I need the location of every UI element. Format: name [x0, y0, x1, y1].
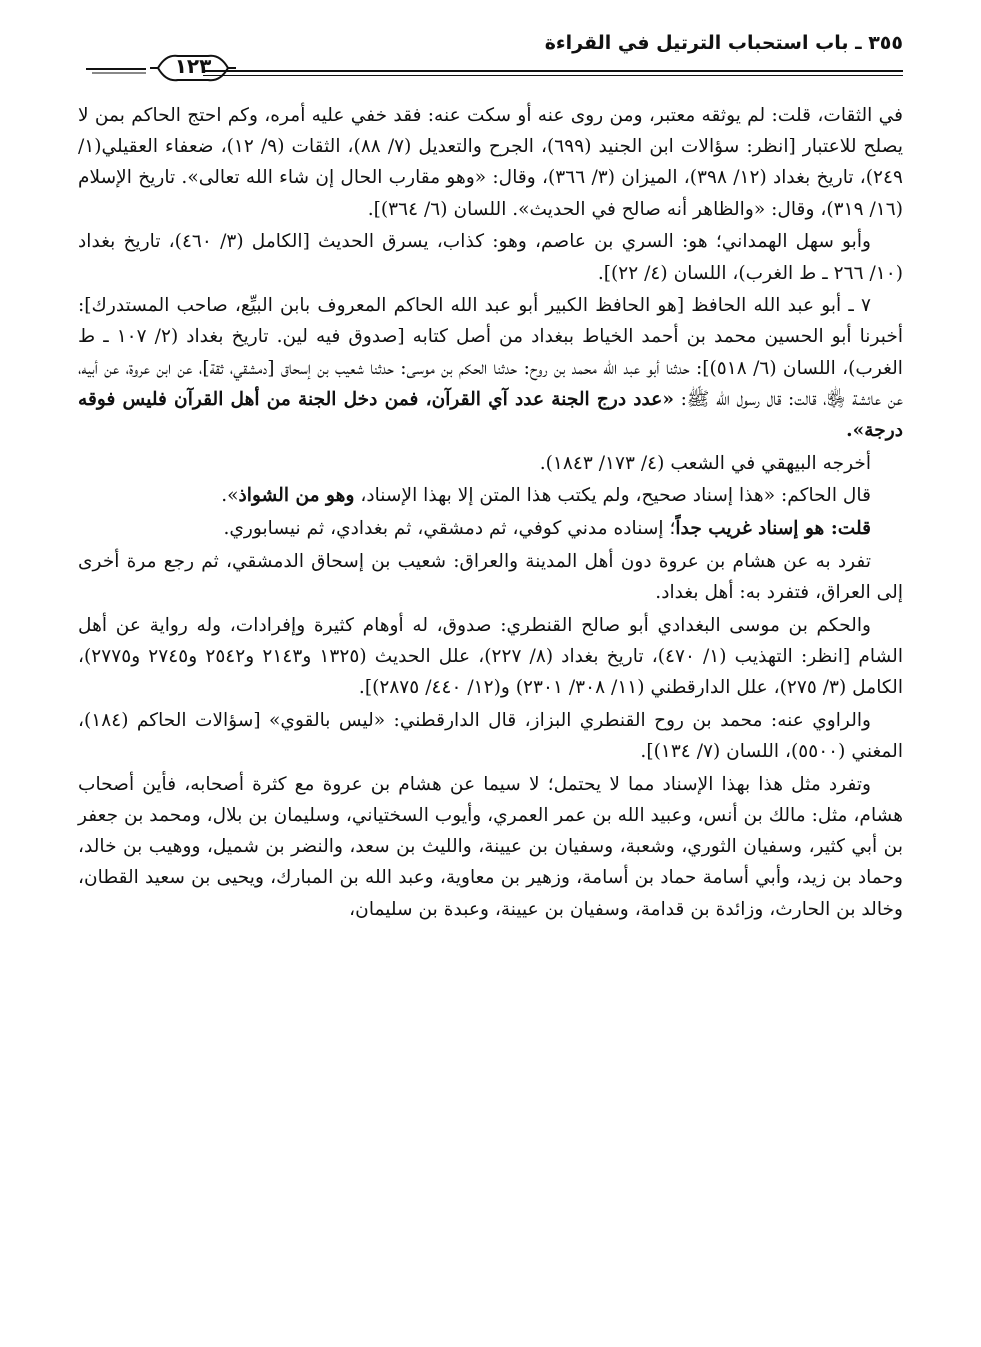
hakim-quote-bold: وهو من الشواذ: [238, 485, 355, 507]
paragraph-2: وأبو سهل الهمداني؛ هو: السري بن عاصم، وهو: كذاب، يسرق الحديث [الكامل (٣/ ٤٦٠)، تاريخ بغداد (١٠/ ٢٦٦ ـ ط الغرب)، اللسان (٤/ ٢٢)].: [78, 231, 903, 284]
paragraph-7: تفرد به عن هشام بن عروة دون أهل المدينة والعراق: شعيب بن إسحاق الدمشقي، ثم رجع مرة أخرى إلى العراق، فتفرد به: أهل بغداد.: [78, 550, 903, 604]
paragraph-6: [78, 513, 903, 544]
paragraph-4: أخرجه البيهقي في الشعب (٤/ ١٧٣/ ١٨٤٣).: [539, 452, 871, 474]
hakim-quote: قال الحاكم: «هذا إسناد صحيح، ولم يكتب هذا المتن إلا بهذا الإسناد،: [354, 485, 871, 507]
paragraph-5: [78, 480, 903, 511]
hakim-quote-end: ».: [221, 485, 239, 507]
page-number: ١٢٣: [174, 54, 212, 78]
paragraph-9: والراوي عنه: محمد بن روح القنطري البزاز، قال الدارقطني: «ليس بالقوي» [سؤالات الحاكم (١٨٤)، المغني (٥٥٠٠)، اللسان (٧/ ١٣٤)].: [78, 709, 903, 763]
author-verdict-rest: ؛ إسناده مدني كوفي، ثم دمشقي، ثم بغدادي، ثم نيسابوري.: [223, 518, 676, 540]
running-title: ٣٥٥ ـ باب استحباب الترتيل في القراءة: [544, 32, 903, 54]
paragraph-1: في الثقات، قلت: لم يوثقه معتبر، ومن روى عنه أو سكت عنه: فقد خفي عليه أمره، وكم احتج الحاكم بمن لا يصلح للاعتبار [انظر: سؤالات ابن الجنيد (٦٩٩)، الجرح والتعديل (٧/ ٨٨)، الثقات (٩/ ١٢)، ضعفاء العقيلي(١/ ٢٤٩)، تاريخ بغداد (١٢/ ٣٩٨)، الميزان (٣/ ٣٦٦)، وقال: «وهو مقارب الحال إن شاء الله تعالى». تاريخ الإسلام (١٦/ ٣١٩)، وقال: «والظاهر أنه صالح في الحديث». اللسان (٦/ ٣٦٤)].: [78, 105, 903, 220]
isnad-text: ٧ ـ أبو عبد الله الحافظ [هو الحافظ الكبير أبو عبد الله الحاكم المعروف بابن البيِّع، صاحب المستدرك]: أخبرنا أبو الحسين محمد بن أحمد الخياط ببغداد من أصل كتابه [صدوق فيه لين. تاريخ بغداد (٢/ ١٠٧ ـ ط الغرب)، اللسان (٦/ ٥١٨)]: حدثنا أبو عبد الله محمد بن روح: حدثنا الحكم بن موسى: حدثنا شعيب بن إسحاق [دمشقي، ثقة]، عن ابن عروة، عن أبيه، عن عائشة ﵂، قالت: قال رسول الله ﷺ:: [78, 295, 903, 410]
page-number-frame: [148, 50, 238, 86]
hadith-text: «عدد درج الجنة عدد آي القرآن، فمن دخل الجنة من أهل القرآن فليس فوقه درجة».: [78, 388, 903, 442]
rule-end-ornament-icon: [86, 66, 146, 76]
page-header: [78, 28, 903, 84]
page-body: [78, 100, 903, 926]
paragraph-10: وتفرد مثل هذا بهذا الإسناد مما لا يحتمل؛ لا سيما عن هشام بن عروة مع كثرة أصحابه، فأين أصحاب هشام، مثل: مالك بن أنس، وعبيد الله بن عمر العمري، وأيوب السختياني، وسليمان بن بلال، ومحمد بن جعفر بن أبي كثير، وسفيان الثوري، وشعبة، وسفيان بن عيينة، والليث بن سعد، والنضر بن شميل، ووهيب بن خالد، وحماد بن زيد، وأبي أسامة حماد بن أسامة، وزهير بن معاوية، وعبد الله بن المبارك، ويحيى بن سعيد القطان، وخالد بن الحارث، وزائدة بن قدامة، وسفيان بن عيينة، وعبدة بن سليمان،: [78, 773, 903, 920]
header-rule: [203, 70, 903, 76]
paragraph-8: والحكم بن موسى البغدادي أبو صالح القنطري: صدوق، له أوهام كثيرة وإفرادات، وله رواية عن أهل الشام [انظر: التهذيب (١/ ٤٧٠)، تاريخ بغداد (٨/ ٢٢٧)، علل الحديث (١٣٢٥ و٢١٤٣ و٢٥٤٢ و٢٧٤٥ و٢٧٧٥)، الكامل (٣/ ٢٧٥)، علل الدارقطني (١١/ ٣٠٨/ ٢٣٠١) و(١٢/ ٤٤٠/ ٢٨٧٥)].: [78, 614, 903, 699]
paragraph-3: [78, 290, 903, 446]
author-verdict: قلت: هو إسناد غريب جداً: [675, 518, 871, 540]
